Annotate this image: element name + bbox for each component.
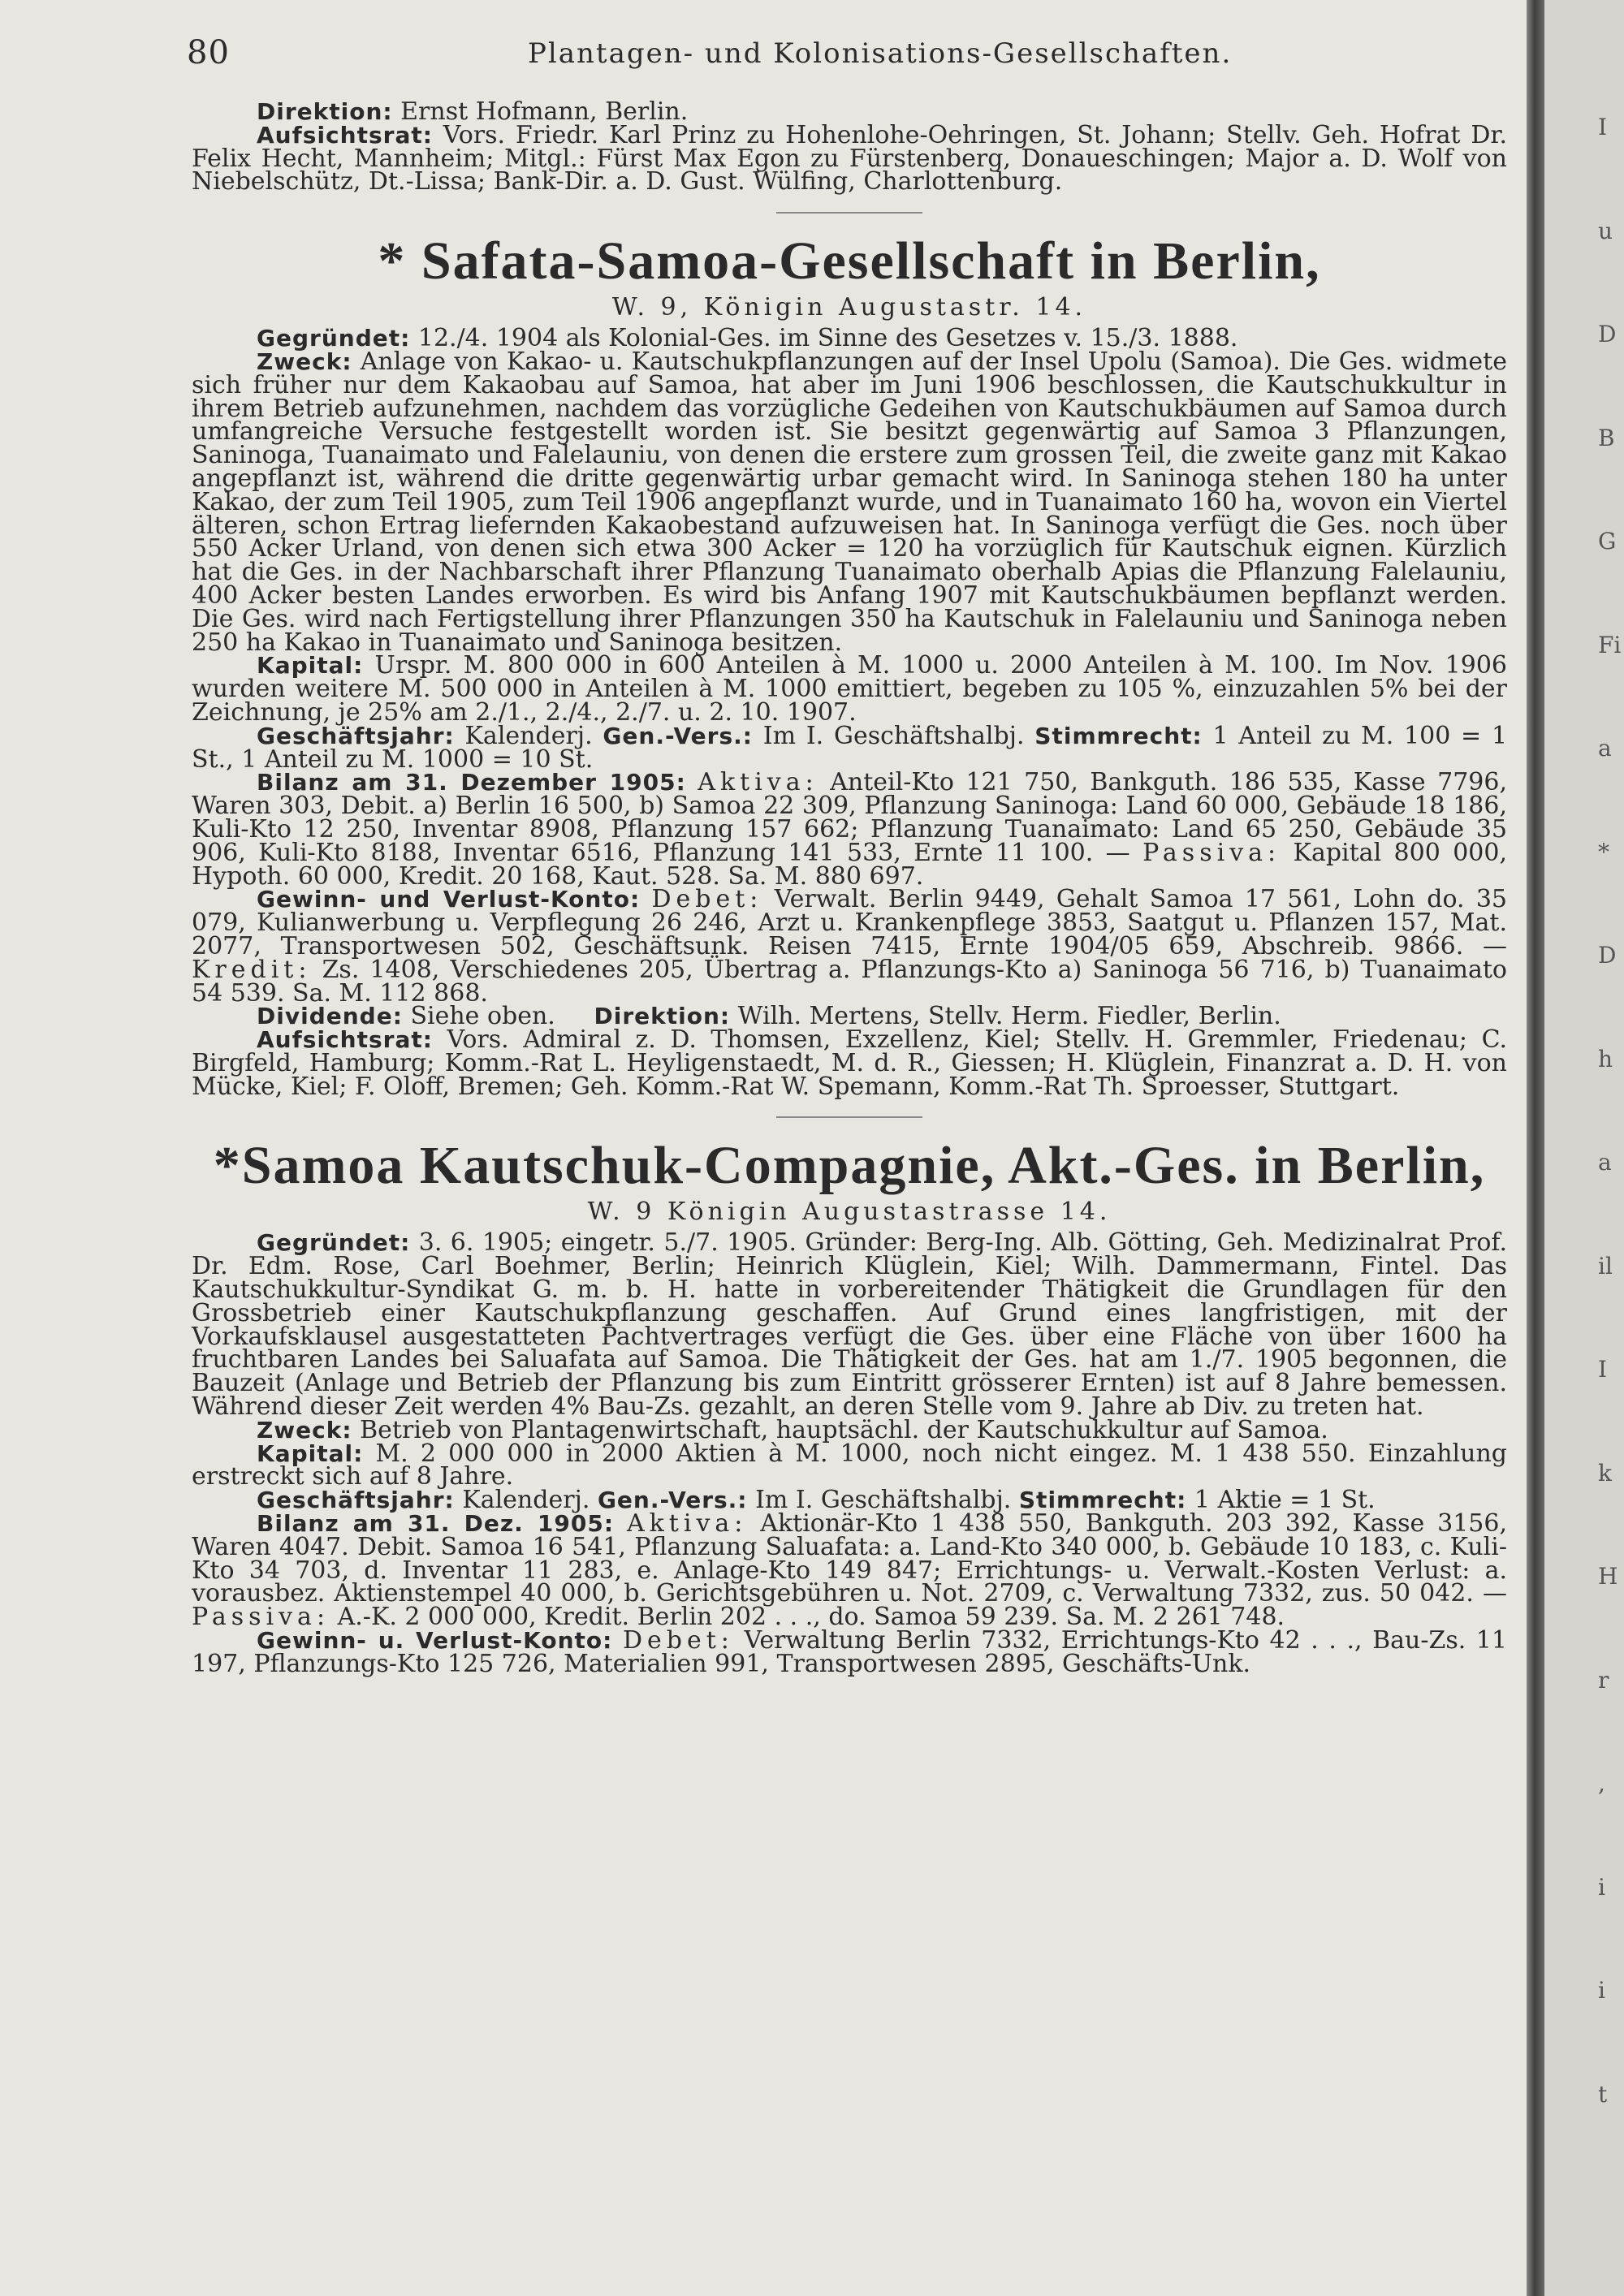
label-aufsichtsrat: Aufsichtsrat: — [257, 121, 433, 149]
gewinn-verlust — [192, 885, 1508, 1008]
facing-page-fragment: I — [1598, 114, 1608, 140]
label-aktiva: Aktiva: — [626, 1509, 748, 1539]
label-aktiva: Aktiva: — [698, 768, 818, 797]
bilanz-text: Anteil-Kto 121 750, Bankguth. 186 535, Kasse 7796, Waren 303, Debit. a) Berlin 16 500, b) Samoa 22 309, Pflanzung Saninoga: Land 60 000, Gebäude 18 186, Kuli-Kto 12 250, Inventar 8908, Pflanzung 157 662; Pflanzung Tuanaimato: Land 65 250, Gebäude 35 906, Kuli-Kto 8188, Inventar 6516, Pflanzung 141 533, Ernte 11 100. — — [192, 768, 1507, 867]
facing-page-fragment: r — [1598, 1667, 1609, 1694]
facing-page-fragment: H — [1598, 1563, 1618, 1590]
label-bilanz: Bilanz am 31. Dezember 1905: — [257, 769, 686, 796]
facing-page-fragment: D — [1598, 942, 1617, 969]
facing-page-fragment: D — [1598, 321, 1617, 347]
gewinn-verlust — [192, 1626, 1507, 1678]
aufsichtsrat — [192, 1025, 1507, 1101]
geschaeftsjahr-text: Kalenderj. — [462, 1486, 590, 1515]
facing-page-fragment: G — [1598, 528, 1617, 555]
facing-page-fragment: t — [1598, 2081, 1608, 2108]
company-title-samoa-kautschuk: *Samoa Kautschuk-Compagnie, Akt.-Ges. in Berlin, — [213, 1136, 1486, 1196]
facing-page-fragment: * — [1598, 839, 1609, 865]
facing-page-fragment: I — [1598, 1356, 1608, 1383]
facing-page-fragment: i — [1598, 1874, 1605, 1901]
label-stimmrecht: Stimmrecht: — [1018, 1487, 1187, 1514]
label-guv: Gewinn- und Verlust-Konto: — [257, 886, 641, 913]
book-gutter-shadow — [1527, 0, 1544, 2296]
section-divider — [776, 1116, 922, 1118]
facing-page-fragment: i — [1598, 1977, 1605, 2004]
kapital — [192, 651, 1507, 727]
passiva-text: A.-K. 2 000 000, Kredit. Berlin 202 . . ., do. Samoa 59 239. Sa. M. 2 261 748. — [337, 1603, 1285, 1632]
label-guv: Gewinn- u. Verlust-Konto: — [257, 1627, 613, 1655]
geschaeftsjahr — [192, 721, 1508, 774]
passiva-text: Kapital 800 000, Hypoth. 60 000, Kredit. 20 168, Kaut. 528. Sa. M. 880 697. — [192, 838, 1507, 891]
label-passiva: Passiva: — [192, 1603, 330, 1632]
direktion-text: Ernst Hofmann, Berlin. — [400, 97, 689, 126]
label-direktion: Direktion: — [257, 98, 393, 125]
dividende-text: Siehe oben. — [410, 1002, 555, 1031]
gen-vers-text: Im I. Geschäftshalbj. — [762, 721, 1025, 750]
facing-page-fragment: h — [1598, 1046, 1613, 1072]
aufsichtsrat-text: Vors. Friedr. Karl Prinz zu Hohenlohe-Oehringen, St. Johann; Stellv. Geh. Hofrat Dr. Felix Hecht, Mannheim; Mitgl.: Fürst Max Egon zu Fürstenberg, Donaueschingen; Major a. D. Wolf von Niebelschütz, Dt.-Lissa; Bank-Dir. a. D. Gust. Wülfing, Charlottenburg. — [192, 120, 1507, 196]
facing-page-fragment: u — [1598, 218, 1613, 244]
bilanz — [192, 1509, 1508, 1632]
text-column — [192, 97, 1508, 1678]
label-bilanz: Bilanz am 31. Dez. 1905: — [257, 1510, 615, 1538]
facing-page-fragment: B — [1598, 425, 1615, 451]
gegruendet-text: 3. 6. 1905; eingetr. 5./7. 1905. Gründer: Berg-Ing. Alb. Götting, Geh. Medizinalrat Prof. Dr. Edm. Rose, Carl Boehmer, Berlin; Heinrich Klüglein, Kiel; Wilh. Dammermann, Fintel. Das Kautschukkultur-Syndikat G. m. b. H. hatte in vorbereitender Thätigkeit die Grundlagen für den Grossbetrieb einer Kautschukpflanzung geschaffen. Auf Grund eines langfristigen, mit der Vorkaufsklausel ausgestatteten Pachtvertrages verfügt die Ges. über eine Fläche von über 1600 ha fruchtbaren Landes bei Saluafata auf Samoa. Die Thätigkeit der Ges. hat am 1./7. 1905 begonnen, die Bauzeit (Anlage und Betrieb der Pflanzung bis zum Eintritt grösserer Ernten) ist auf 8 Jahre bemessen. Während dieser Zeit werden 4% Bau-Zs. gezahlt, an deren Stelle vom 9. Jahre ab Div. zu treten hat. — [192, 1228, 1507, 1422]
label-gen-vers: Gen.-Vers.: — [597, 1487, 748, 1514]
label-dividende: Dividende: — [257, 1003, 403, 1030]
zweck-text: Anlage von Kakao- u. Kautschukpflanzungen auf der Insel Upolu (Samoa). Die Ges. widmete sich früher nur dem Kakaobau auf Samoa, hat aber im Juni 1906 beschlossen, die Kautschukkultur in ihrem Betrieb aufzunehmen, nachdem das vorzügliche Gedeihen von Kautschukbäumen auf Samoa durch umfangreiche Versuche festgestellt worden ist. Sie besitzt gegenwärtig auf Samoa 3 Pflanzungen, Saninoga, Tuanaimato und Falelauniu, von denen die erstere zum grossen Teil, die zweite ganz mit Kakao angepflanzt ist, während die dritte gegenwärtig urbar gemacht wird. In Saninoga stehen 180 ha unter Kakao, der zum Teil 1905, zum Teil 1906 angepflanzt wurde, und in Tuanaimato 160 ha, wovon ein Viertel älteren, schon Ertrag liefernden Kakaobestand aufzuweisen hat. In Saninoga verfügt die Ges. noch über 550 Acker Urland, von denen sich etwa 300 Acker = 120 ha vorzüglich für Kautschuk eignen. Kürzlich hat die Ges. in der Nachbarschaft ihrer Pflanzung Tuanaimato oberhalb Apias die Pflanzung Falelauniu, 400 Acker besten Landes erworben. Es wird bis Anfang 1907 mit Kautschukbäumen bepflanzt werden. Die Ges. wird nach Fertigstellung ihrer Pflanzungen 350 ha Kautschuk in Falelauniu und Saninoga neben 250 ha Kakao in Tuanaimato und Saninoga besitzen. — [192, 347, 1507, 657]
label-debet: Debet: — [622, 1626, 734, 1655]
facing-page-fragment: a — [1598, 1149, 1612, 1176]
zweck — [192, 347, 1507, 657]
label-zweck: Zweck: — [257, 1416, 352, 1444]
geschaeftsjahr-text: Kalenderj. — [464, 721, 593, 750]
label-geschaeftsjahr: Geschäftsjahr: — [257, 722, 455, 749]
facing-page-fragment: k — [1598, 1460, 1612, 1487]
prev-aufsichtsrat — [192, 120, 1507, 196]
label-passiva: Passiva: — [1142, 838, 1281, 867]
gegruendet — [192, 1228, 1507, 1422]
label-kapital: Kapital: — [257, 1439, 364, 1467]
label-geschaeftsjahr: Geschäftsjahr: — [257, 1487, 455, 1514]
label-stimmrecht: Stimmrecht: — [1034, 722, 1203, 749]
debet-text: Verwaltung Berlin 7332, Errichtungs-Kto 42 . . ., Bau-Zs. 11 197, Pflanzungs-Kto 125 726, Materialien 991, Transportwesen 2895, Geschäfts-Unk. — [192, 1626, 1507, 1678]
label-zweck: Zweck: — [257, 347, 352, 375]
gegruendet-text: 12./4. 1904 als Kolonial-Ges. im Sinne des Gesetzes v. 15./3. 1888. — [417, 324, 1238, 353]
company-address: W. 9 Königin Augustastrasse 14. — [587, 1198, 1112, 1227]
facing-page-fragment: a — [1598, 735, 1612, 762]
label-kapital: Kapital: — [257, 652, 364, 680]
debet-text: Verwalt. Berlin 9449, Gehalt Samoa 17 561, Lohn do. 35 079, Kulianwerbung u. Verpflegung 26 246, Arzt u. Krankenpflege 3853, Saatgut u. Pflanzen 157, Mat. 2077, Transportwesen 502, Geschäftsunk. Reisen 7415, Ernte 1904/05 659, Abschreib. 9866. — — [192, 885, 1508, 960]
page-number: 80 — [187, 34, 230, 71]
label-aufsichtsrat: Aufsichtsrat: — [257, 1026, 433, 1054]
label-gegruendet: Gegründet: — [257, 1229, 411, 1257]
facing-page-fragment: il — [1598, 1253, 1613, 1280]
label-kredit: Kredit: — [192, 955, 312, 984]
label-gegruendet: Gegründet: — [257, 325, 411, 352]
gen-vers-text: Im I. Geschäftshalbj. — [755, 1486, 1012, 1515]
kapital-text: M. 2 000 000 in 2000 Aktien à M. 1000, noch nicht eingez. M. 1 438 550. Einzahlung erstreckt sich auf 8 Jahre. — [192, 1439, 1507, 1491]
label-debet: Debet: — [651, 885, 763, 914]
direktion-text: Wilh. Mertens, Stellv. Herm. Fiedler, Berlin. — [737, 1002, 1281, 1031]
aufsichtsrat-text: Vors. Admiral z. D. Thomsen, Exzellenz, Kiel; Stellv. H. Gremmler, Friedenau; C. Birgfeld, Hamburg; Komm.-Rat L. Heyligenstaedt, M. d. R., Giessen; H. Klüglein, Finanzrat a. D. H. von Mücke, Kiel; F. Oloff, Bremen; Geh. Komm.-Rat W. Spemann, Komm.-Rat Th. Sproesser, Stuttgart. — [192, 1025, 1507, 1101]
section-divider — [776, 212, 922, 214]
company-title-safata: * Safata-Samoa-Gesellschaft in Berlin, — [378, 231, 1321, 291]
bilanz-text: Aktionär-Kto 1 438 550, Bankguth. 203 392, Kasse 3156, Waren 4047. Debit. Samoa 16 541, Pflanzung Saluafata: a. Land-Kto 340 000, b. Gebäude 10 183, c. Kuli-Kto 34 703, d. Inventar 11 283, e. Anlage-Kto 149 847; Errichtungs- u. Verwalt.-Kosten Verlust: a. vorausbez. Aktienstempel 40 000, b. Gerichtsgebühren u. Not. 2709, c. Verwaltung 7332, zus. 50 042. — — [192, 1509, 1508, 1608]
company-address: W. 9, Königin Augustastr. 14. — [611, 293, 1087, 322]
bilanz — [192, 768, 1507, 891]
running-title: Plantagen- und Kolonisations-Gesellschaften. — [528, 37, 1233, 70]
label-gen-vers: Gen.-Vers.: — [603, 722, 753, 749]
kredit-text: Zs. 1408, Verschiedenes 205, Übertrag a. Pflanzungs-Kto a) Saninoga 56 716, b) Tuanaimato 54 539. Sa. M. 112 868. — [192, 955, 1507, 1008]
label-direktion: Direktion: — [594, 1003, 731, 1030]
page-header — [187, 34, 1527, 71]
kapital — [192, 1439, 1507, 1491]
facing-page-fragment: , — [1598, 1770, 1605, 1797]
kapital-text: Urspr. M. 800 000 in 600 Anteilen à M. 1000 u. 2000 Anteilen à M. 100. Im Nov. 1906 wurden weitere M. 500 000 in Anteilen à M. 1000 emittiert, begeben zu 105 %, einzuzahlen 5% bei der Zeichnung, je 25% am 2./1., 2./4., 2./7. u. 2. 10. 1907. — [192, 651, 1507, 727]
stimmrecht-text: 1 Anteil zu M. 100 = 1 St., 1 Anteil zu M. 1000 = 10 St. — [192, 721, 1508, 774]
facing-page-fragment: Fi — [1598, 632, 1622, 658]
facing-page-fragments — [1598, 114, 1622, 2225]
stimmrecht-text: 1 Aktie = 1 St. — [1194, 1486, 1376, 1515]
zweck-text: Betrieb von Plantagenwirtschaft, hauptsächl. der Kautschukkultur auf Samoa. — [360, 1415, 1328, 1444]
